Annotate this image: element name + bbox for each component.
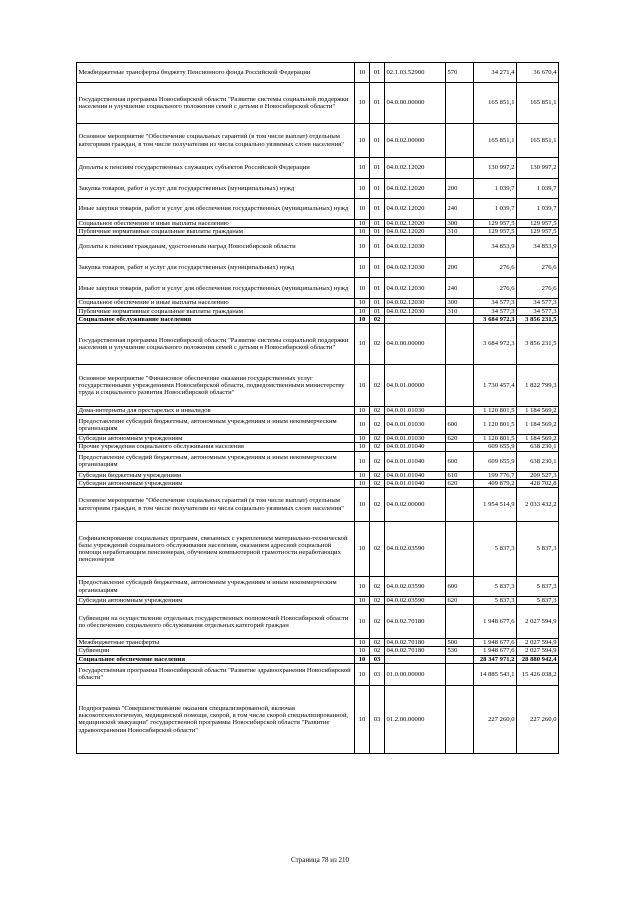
row-amount-year2: 227 260,0: [517, 685, 559, 753]
row-amount-year1: 1 948 677,6: [474, 605, 517, 639]
row-subsection: 01: [370, 299, 385, 307]
table-row-section: [77, 315, 559, 323]
row-name: Социальное обеспечение и иные выплаты населению: [77, 220, 355, 228]
table-row: [77, 220, 559, 228]
row-name: Предоставление субсидий бюджетным, автономным учреждениям и иным некоммерческим организациям: [77, 577, 355, 597]
row-subsection: 03: [370, 663, 385, 685]
row-section: 10: [355, 324, 370, 365]
row-name: Межбюджетные трансферты бюджету Пенсионного фонда Российской Федерации: [77, 63, 355, 83]
row-amount-year2: 2 033 432,2: [517, 488, 559, 522]
row-amount-year2: 165 851,1: [517, 124, 559, 158]
row-amount-year2: 36 670,4: [517, 63, 559, 83]
row-expense-type: 600: [446, 415, 474, 435]
row-target-article: 04.0.02.12020: [385, 228, 446, 236]
table-row: [77, 228, 559, 236]
row-expense-type: 530: [446, 647, 474, 655]
table-row: [77, 324, 559, 365]
row-subsection: 02: [370, 315, 385, 323]
table-row: [77, 471, 559, 479]
row-name: Государственная программа Новосибирской области "Развитие системы социальной поддержки населения и улучшение социального положения семей с детьми в Новосибирской области": [77, 83, 355, 124]
row-amount-year1: 1 039,7: [474, 199, 517, 220]
row-amount-year1: 1 039,7: [474, 179, 517, 199]
row-subsection: 02: [370, 522, 385, 577]
row-subsection: 01: [370, 124, 385, 158]
row-name: Доплаты к пенсиям государственных служащих субъектов Российской Федерации: [77, 158, 355, 179]
row-expense-type: [446, 236, 474, 258]
row-amount-year1: 227 260,0: [474, 685, 517, 753]
row-name: Предоставление субсидий бюджетным, автономным учреждениям и иным некоммерческим организациям: [77, 451, 355, 471]
table-row: [77, 522, 559, 577]
row-expense-type: 600: [446, 451, 474, 471]
row-subsection: 02: [370, 435, 385, 443]
row-amount-year2: 1 184 569,2: [517, 415, 559, 435]
row-amount-year1: 1 954 514,9: [474, 488, 517, 522]
row-section: 10: [355, 479, 370, 487]
row-expense-type: [446, 365, 474, 407]
table-row: [77, 605, 559, 639]
row-target-article: 04.0.02.12020: [385, 199, 446, 220]
row-section: 10: [355, 63, 370, 83]
row-expense-type: 310: [446, 307, 474, 315]
row-expense-type: [446, 83, 474, 124]
row-subsection: 02: [370, 471, 385, 479]
row-amount-year1: 609 655,9: [474, 443, 517, 451]
row-section: 10: [355, 315, 370, 323]
budget-table-body: [77, 63, 559, 754]
table-row: [77, 307, 559, 315]
row-amount-year2: 2 027 594,9: [517, 605, 559, 639]
row-amount-year2: 276,6: [517, 278, 559, 299]
row-expense-type: 200: [446, 258, 474, 278]
row-section: 10: [355, 124, 370, 158]
table-row: [77, 443, 559, 451]
row-section: 10: [355, 647, 370, 655]
row-amount-year1: 1 120 801,5: [474, 435, 517, 443]
row-amount-year2: 638 230,1: [517, 443, 559, 451]
row-section: 10: [355, 307, 370, 315]
row-amount-year1: 34 577,3: [474, 299, 517, 307]
row-section: 10: [355, 199, 370, 220]
row-amount-year2: 34 577,3: [517, 307, 559, 315]
row-target-article: 04.0.02.12030: [385, 236, 446, 258]
table-row: [77, 236, 559, 258]
row-amount-year2: 34 853,9: [517, 236, 559, 258]
row-amount-year2: 129 957,5: [517, 220, 559, 228]
row-subsection: 01: [370, 199, 385, 220]
row-target-article: 04.0.02.70180: [385, 647, 446, 655]
row-name: Доплаты к пенсиям гражданам, удостоенным наград Новосибирской области: [77, 236, 355, 258]
row-name: Государственная программа Новосибирской области "Развитие здравоохранения Новосибирской области": [77, 663, 355, 685]
row-amount-year1: 1 120 801,5: [474, 415, 517, 435]
row-name: Социальное обслуживание населения: [77, 315, 355, 323]
row-amount-year1: 1 948 677,6: [474, 647, 517, 655]
row-expense-type: [446, 663, 474, 685]
row-amount-year1: 129 957,5: [474, 220, 517, 228]
row-amount-year1: 129 957,5: [474, 228, 517, 236]
row-amount-year1: 28 347 971,2: [474, 655, 517, 663]
row-target-article: 04.0.02.12030: [385, 278, 446, 299]
row-section: 10: [355, 83, 370, 124]
row-amount-year1: 276,6: [474, 258, 517, 278]
table-row-section: [77, 655, 559, 663]
row-amount-year2: 3 856 231,5: [517, 324, 559, 365]
row-amount-year2: 1 039,7: [517, 199, 559, 220]
row-target-article: 01.0.00.00000: [385, 663, 446, 685]
table-row: [77, 647, 559, 655]
row-name: Предоставление субсидий бюджетным, автономным учреждениям и иным некоммерческим организациям: [77, 415, 355, 435]
row-amount-year2: 15 426 038,2: [517, 663, 559, 685]
row-name: Основное мероприятие "Обеспечение социальных гарантий (в том числе выплат) отдельным категориям граждан, в том числе получателям из числа социально уязвимых слоев населения": [77, 488, 355, 522]
table-row: [77, 83, 559, 124]
row-name: Прочие учреждения социального обслуживания населения: [77, 443, 355, 451]
row-subsection: 02: [370, 647, 385, 655]
row-section: 10: [355, 415, 370, 435]
row-target-article: 02.1.03.52900: [385, 63, 446, 83]
row-amount-year1: 34 271,4: [474, 63, 517, 83]
row-name: Субсидии автономным учреждениям: [77, 479, 355, 487]
row-target-article: 04.0.01.01040: [385, 479, 446, 487]
row-section: 10: [355, 365, 370, 407]
row-name: Подпрограмма "Совершенствование оказания специализированной, включая высокотехнологичную, медицинской помощи, скорой, в том числе скорой специализированной, медицинской эвакуации" государственной программы Новосибирской области "Развитие здравоохранения Новосибирской области": [77, 685, 355, 753]
table-row: [77, 407, 559, 415]
row-target-article: 04.0.02.03590: [385, 522, 446, 577]
row-name: Основное мероприятие "Обеспечение социальных гарантий (в том числе выплат) отдельным категориям граждан, в том числе получателям из числа социально уязвимых слоев населения": [77, 124, 355, 158]
row-subsection: 02: [370, 605, 385, 639]
row-name: Иные закупки товаров, работ и услуг для обеспечения государственных (муниципальных) нужд: [77, 199, 355, 220]
row-subsection: 01: [370, 278, 385, 299]
row-amount-year1: 609 655,9: [474, 451, 517, 471]
row-expense-type: [446, 488, 474, 522]
row-name: Субсидии бюджетным учреждениям: [77, 471, 355, 479]
row-expense-type: 300: [446, 299, 474, 307]
row-amount-year1: 1 730 457,4: [474, 365, 517, 407]
row-section: 10: [355, 158, 370, 179]
row-subsection: 03: [370, 685, 385, 753]
row-expense-type: 300: [446, 220, 474, 228]
row-target-article: 04.0.02.12030: [385, 307, 446, 315]
table-row: [77, 158, 559, 179]
row-target-article: 04.0.02.12030: [385, 299, 446, 307]
row-amount-year1: 34 577,3: [474, 307, 517, 315]
row-name: Субвенции: [77, 647, 355, 655]
row-amount-year2: 1 184 569,2: [517, 407, 559, 415]
row-amount-year1: 130 997,2: [474, 158, 517, 179]
row-target-article: 04.0.02.03590: [385, 577, 446, 597]
row-section: 10: [355, 655, 370, 663]
row-expense-type: [446, 407, 474, 415]
row-subsection: 02: [370, 415, 385, 435]
row-subsection: 01: [370, 236, 385, 258]
row-target-article: 04.0.02.00000: [385, 488, 446, 522]
row-amount-year2: 5 837,3: [517, 522, 559, 577]
row-amount-year2: 638 230,1: [517, 451, 559, 471]
row-name: Публичные нормативные социальные выплаты гражданам: [77, 228, 355, 236]
table-row: [77, 415, 559, 435]
row-name: Дома-интернаты для престарелых и инвалидов: [77, 407, 355, 415]
row-target-article: 04.0.00.00000: [385, 83, 446, 124]
row-amount-year2: 1 184 569,2: [517, 435, 559, 443]
row-subsection: 02: [370, 597, 385, 605]
table-row: [77, 685, 559, 753]
row-amount-year1: 409 879,2: [474, 479, 517, 487]
row-subsection: 02: [370, 365, 385, 407]
row-section: 10: [355, 605, 370, 639]
row-target-article: 04.0.02.12020: [385, 179, 446, 199]
table-row: [77, 179, 559, 199]
table-row: [77, 365, 559, 407]
row-amount-year2: 2 027 594,9: [517, 639, 559, 647]
row-amount-year1: 1 120 801,5: [474, 407, 517, 415]
row-amount-year1: 34 853,9: [474, 236, 517, 258]
row-subsection: 01: [370, 179, 385, 199]
row-section: 10: [355, 220, 370, 228]
row-name: Субвенции на осуществление отдельных государственных полномочий Новосибирской области по обеспечению социального обслуживания отдельных категорий граждан: [77, 605, 355, 639]
row-subsection: 01: [370, 63, 385, 83]
budget-table: [76, 62, 559, 754]
row-amount-year1: 14 885 543,1: [474, 663, 517, 685]
row-amount-year1: 165 851,1: [474, 124, 517, 158]
row-amount-year2: 2 027 594,9: [517, 647, 559, 655]
row-expense-type: [446, 324, 474, 365]
row-name: Социальное обеспечение населения: [77, 655, 355, 663]
row-amount-year2: 5 837,3: [517, 597, 559, 605]
row-subsection: 02: [370, 488, 385, 522]
row-subsection: 01: [370, 258, 385, 278]
row-amount-year2: 1 039,7: [517, 179, 559, 199]
row-target-article: 04.0.02.00000: [385, 124, 446, 158]
row-expense-type: [446, 522, 474, 577]
row-subsection: 01: [370, 307, 385, 315]
row-expense-type: [446, 124, 474, 158]
row-target-article: [385, 315, 446, 323]
row-expense-type: [446, 605, 474, 639]
row-amount-year2: 276,6: [517, 258, 559, 278]
row-amount-year2: 428 702,8: [517, 479, 559, 487]
row-subsection: 02: [370, 479, 385, 487]
row-amount-year2: 5 837,3: [517, 577, 559, 597]
row-expense-type: 620: [446, 435, 474, 443]
row-section: 10: [355, 258, 370, 278]
table-row: [77, 63, 559, 83]
row-section: 10: [355, 685, 370, 753]
row-section: 10: [355, 407, 370, 415]
row-expense-type: 610: [446, 471, 474, 479]
row-section: 10: [355, 488, 370, 522]
row-name: Публичные нормативные социальные выплаты гражданам: [77, 307, 355, 315]
table-row: [77, 124, 559, 158]
row-name: Закупка товаров, работ и услуг для государственных (муниципальных) нужд: [77, 258, 355, 278]
row-section: 10: [355, 278, 370, 299]
row-section: 10: [355, 663, 370, 685]
row-amount-year2: 129 957,5: [517, 228, 559, 236]
row-amount-year1: 199 776,7: [474, 471, 517, 479]
row-target-article: 04.0.02.12020: [385, 158, 446, 179]
row-amount-year1: 5 837,3: [474, 597, 517, 605]
table-row: [77, 278, 559, 299]
row-expense-type: 310: [446, 228, 474, 236]
row-section: 10: [355, 299, 370, 307]
row-subsection: 01: [370, 158, 385, 179]
row-expense-type: 200: [446, 179, 474, 199]
row-amount-year1: 3 684 972,3: [474, 324, 517, 365]
row-subsection: 02: [370, 407, 385, 415]
row-section: 10: [355, 236, 370, 258]
row-name: Субсидии автономным учреждениям: [77, 435, 355, 443]
row-name: Субсидии автономным учреждениям: [77, 597, 355, 605]
row-expense-type: [446, 315, 474, 323]
row-amount-year2: 1 822 799,3: [517, 365, 559, 407]
row-expense-type: 620: [446, 597, 474, 605]
row-subsection: 02: [370, 443, 385, 451]
row-name: Закупка товаров, работ и услуг для государственных (муниципальных) нужд: [77, 179, 355, 199]
row-subsection: 03: [370, 655, 385, 663]
row-section: 10: [355, 471, 370, 479]
row-target-article: 04.0.02.70180: [385, 605, 446, 639]
row-target-article: 04.0.02.12020: [385, 220, 446, 228]
table-row: [77, 299, 559, 307]
row-subsection: 02: [370, 577, 385, 597]
row-section: 10: [355, 228, 370, 236]
table-row: [77, 435, 559, 443]
row-section: 10: [355, 179, 370, 199]
row-expense-type: 570: [446, 63, 474, 83]
row-target-article: 04.0.02.12030: [385, 258, 446, 278]
row-name: Иные закупки товаров, работ и услуг для обеспечения государственных (муниципальных) нужд: [77, 278, 355, 299]
row-target-article: 04.0.01.01030: [385, 407, 446, 415]
row-target-article: 04.0.01.01040: [385, 443, 446, 451]
row-expense-type: 600: [446, 577, 474, 597]
table-row: [77, 479, 559, 487]
row-section: 10: [355, 451, 370, 471]
row-expense-type: 240: [446, 199, 474, 220]
row-amount-year1: 5 837,3: [474, 522, 517, 577]
table-row: [77, 639, 559, 647]
table-row: [77, 199, 559, 220]
row-target-article: 04.0.01.01030: [385, 415, 446, 435]
row-target-article: 04.0.01.01030: [385, 435, 446, 443]
row-section: 10: [355, 577, 370, 597]
row-target-article: 04.0.02.70180: [385, 639, 446, 647]
row-expense-type: [446, 443, 474, 451]
table-row: [77, 488, 559, 522]
row-amount-year2: 3 856 231,5: [517, 315, 559, 323]
row-amount-year2: 165 851,1: [517, 83, 559, 124]
row-target-article: 04.0.01.00000: [385, 365, 446, 407]
row-expense-type: [446, 655, 474, 663]
row-name: Межбюджетные трансферты: [77, 639, 355, 647]
row-name: Государственная программа Новосибирской области "Развитие системы социальной поддержки населения и улучшение социального положения семей с детьми в Новосибирской области": [77, 324, 355, 365]
row-section: 10: [355, 639, 370, 647]
row-amount-year2: 28 880 942,4: [517, 655, 559, 663]
row-target-article: 04.0.01.01040: [385, 451, 446, 471]
row-expense-type: 500: [446, 639, 474, 647]
row-subsection: 02: [370, 451, 385, 471]
row-amount-year1: 276,6: [474, 278, 517, 299]
row-amount-year1: 1 948 677,6: [474, 639, 517, 647]
row-section: 10: [355, 435, 370, 443]
row-name: Социальное обеспечение и иные выплаты населению: [77, 299, 355, 307]
row-amount-year2: 34 577,3: [517, 299, 559, 307]
row-target-article: 04.0.00.00000: [385, 324, 446, 365]
table-row: [77, 258, 559, 278]
row-subsection: 02: [370, 639, 385, 647]
row-subsection: 01: [370, 83, 385, 124]
row-subsection: 01: [370, 220, 385, 228]
row-target-article: 04.0.02.03590: [385, 597, 446, 605]
row-expense-type: [446, 685, 474, 753]
row-subsection: 01: [370, 228, 385, 236]
row-target-article: 04.0.01.01040: [385, 471, 446, 479]
row-amount-year1: 165 851,1: [474, 83, 517, 124]
table-row: [77, 577, 559, 597]
row-target-article: [385, 655, 446, 663]
table-row: [77, 663, 559, 685]
table-row: [77, 597, 559, 605]
row-amount-year2: 130 997,2: [517, 158, 559, 179]
table-row: [77, 451, 559, 471]
page-footer: Страница 78 из 210: [291, 856, 349, 864]
row-target-article: 01.2.00.00000: [385, 685, 446, 753]
row-name: Основное мероприятие "Финансовое обеспечение оказания государственных услуг государственными учреждениями Новосибирской области, подведомственными министерству труда и социального развития Новосибирской области": [77, 365, 355, 407]
row-section: 10: [355, 522, 370, 577]
row-expense-type: [446, 158, 474, 179]
row-amount-year2: 209 527,3: [517, 471, 559, 479]
row-section: 10: [355, 443, 370, 451]
row-subsection: 02: [370, 324, 385, 365]
row-amount-year1: 5 837,3: [474, 577, 517, 597]
row-amount-year1: 3 684 972,3: [474, 315, 517, 323]
row-name: Софинансирование социальных программ, связанных с укреплением материально-технической базы учреждений социального обслуживания населения, оказанием адресной социальной помощи неработающим пенсионерам, обучением компьютерной грамотности неработающих пенсионеров: [77, 522, 355, 577]
row-expense-type: 620: [446, 479, 474, 487]
row-section: 10: [355, 597, 370, 605]
row-expense-type: 240: [446, 278, 474, 299]
